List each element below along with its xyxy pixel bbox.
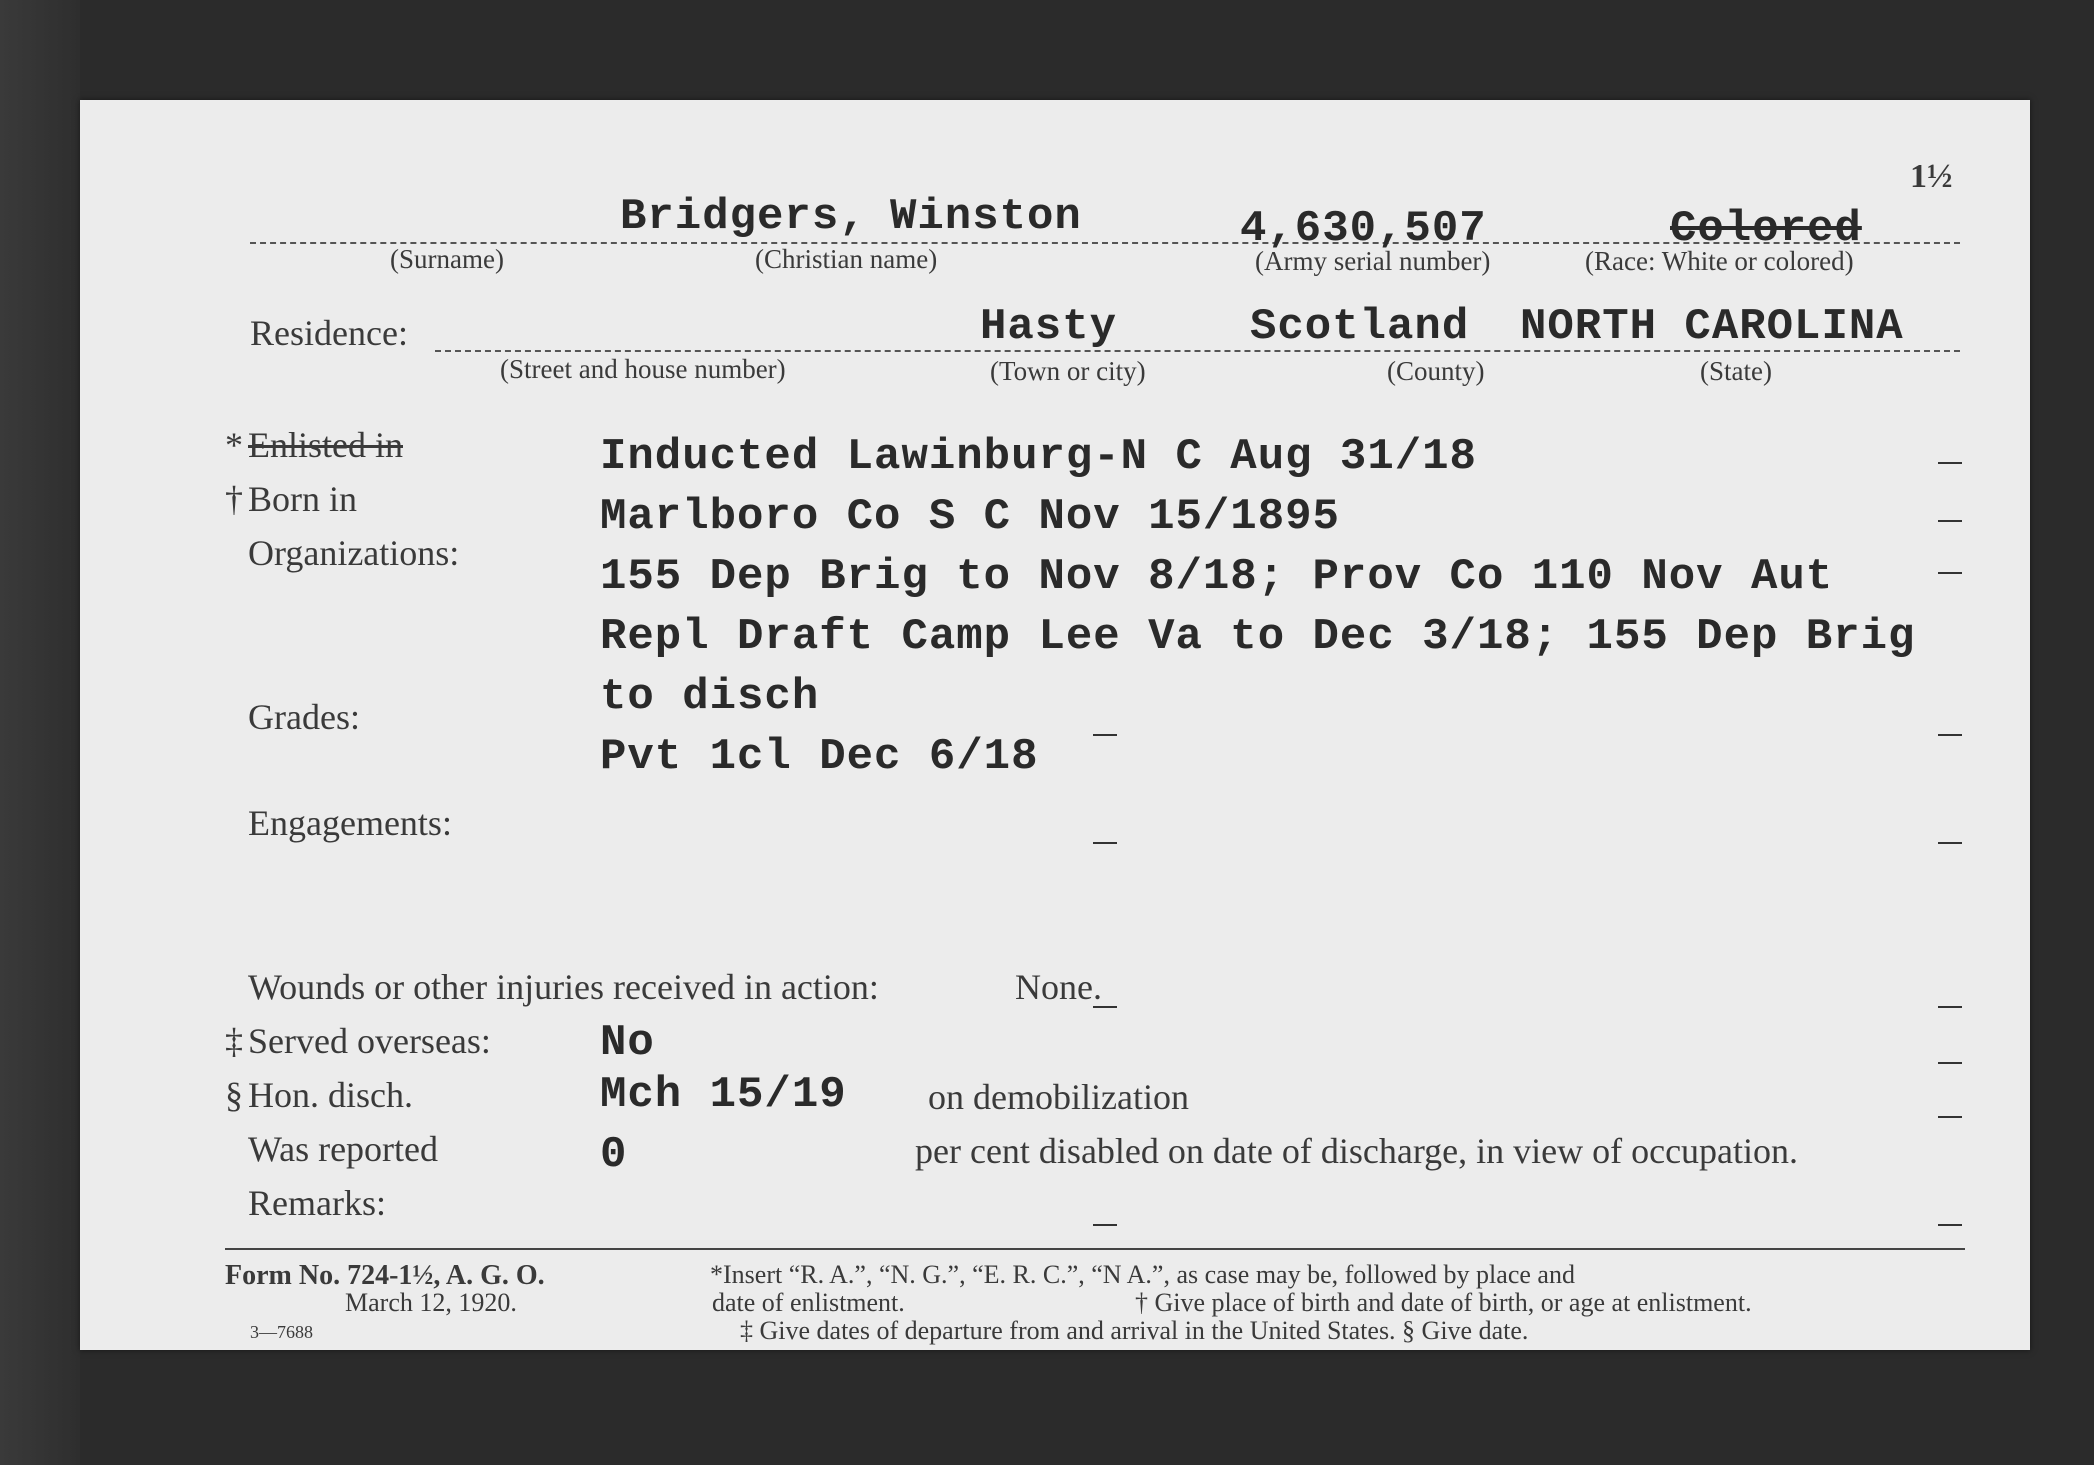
state-value: NORTH CAROLINA — [1520, 302, 1904, 352]
form-number: Form No. 724-1½, A. G. O. — [225, 1260, 545, 1291]
mid-dash — [1093, 1224, 1117, 1226]
margin-dash — [1938, 462, 1962, 464]
born-value: Marlboro Co S C Nov 15/1895 — [600, 492, 1340, 542]
county-caption: (County) — [1387, 356, 1485, 386]
margin-dash — [1938, 1006, 1962, 1008]
grades-value: Pvt 1cl Dec 6/18 — [600, 732, 1039, 782]
town-caption: (Town or city) — [990, 356, 1146, 386]
card-number: 1½ — [1910, 158, 1953, 195]
surname-caption: (Surname) — [390, 244, 504, 274]
serial-number-caption: (Army serial number) — [1255, 246, 1491, 276]
enlisted-value: Inducted Lawinburg-N C Aug 31/18 — [600, 432, 1477, 482]
engagements-label: Engagements: — [248, 803, 452, 843]
remarks-label: Remarks: — [248, 1183, 386, 1223]
hon-disch-label: Hon. disch. — [248, 1075, 413, 1115]
reported-value: 0 — [600, 1130, 628, 1180]
born-mark: † — [225, 479, 243, 519]
grades-label: Grades: — [248, 697, 360, 737]
residence-label: Residence: — [250, 313, 408, 353]
county-value: Scotland — [1250, 302, 1470, 352]
state-caption: (State) — [1700, 356, 1772, 386]
margin-dash — [1938, 1062, 1962, 1064]
margin-dash — [1938, 1224, 1962, 1226]
footnote-line-1: *Insert “R. A.”, “N. G.”, “E. R. C.”, “N A.”, as case may be, followed by place and — [710, 1260, 1575, 1289]
margin-dash — [1938, 1116, 1962, 1118]
surname-value: Bridgers, — [620, 192, 867, 242]
serial-number-value: 4,630,507 — [1240, 204, 1487, 254]
draft-record-card — [80, 100, 2030, 1350]
organizations-label: Organizations: — [248, 533, 460, 573]
margin-dash — [1938, 520, 1962, 522]
footer-rule — [225, 1248, 1965, 1250]
mid-dash — [1093, 734, 1117, 736]
print-code: 3—7688 — [250, 1322, 313, 1342]
overseas-label: Served overseas: — [248, 1021, 491, 1061]
enlisted-mark: * — [225, 425, 243, 465]
overseas-mark: ‡ — [225, 1021, 243, 1061]
mid-dash — [1093, 842, 1117, 844]
form-date: March 12, 1920. — [345, 1288, 517, 1317]
race-caption: (Race: White or colored) — [1585, 246, 1854, 276]
wounds-label: Wounds or other injuries received in action: — [248, 967, 879, 1007]
scanner-background — [0, 0, 80, 1465]
footnote-line-3: ‡ Give dates of departure from and arrival in the United States. § Give date. — [740, 1316, 1529, 1345]
margin-dash — [1938, 842, 1962, 844]
race-value: Colored — [1670, 204, 1862, 254]
christian-name-value: Winston — [890, 192, 1082, 242]
street-caption: (Street and house number) — [500, 354, 786, 384]
footnote-line-2a: date of enlistment. — [712, 1288, 905, 1317]
town-value: Hasty — [980, 302, 1118, 352]
christian-name-caption: (Christian name) — [755, 244, 938, 274]
hon-disch-value: Mch 15/19 — [600, 1070, 847, 1120]
wounds-value: None. — [1015, 967, 1102, 1007]
born-label: Born in — [248, 479, 358, 519]
organizations-line-3: to disch — [600, 672, 820, 722]
organizations-line-2: Repl Draft Camp Lee Va to Dec 3/18; 155 Dep Brig — [600, 612, 1916, 662]
enlisted-label: Enlisted in — [248, 425, 403, 465]
footnote-line-2b: † Give place of birth and date of birth, or age at enlistment. — [1135, 1288, 1752, 1317]
reported-suffix: per cent disabled on date of discharge, in view of occupation. — [915, 1131, 1799, 1171]
overseas-value: No — [600, 1018, 655, 1068]
organizations-line-1: 155 Dep Brig to Nov 8/18; Prov Co 110 Nov Aut — [600, 552, 1834, 602]
hon-disch-suffix: on demobilization — [928, 1077, 1189, 1117]
reported-label: Was reported — [248, 1129, 439, 1169]
hon-disch-mark: § — [225, 1075, 243, 1115]
margin-dash — [1938, 572, 1962, 574]
margin-dash — [1938, 734, 1962, 736]
